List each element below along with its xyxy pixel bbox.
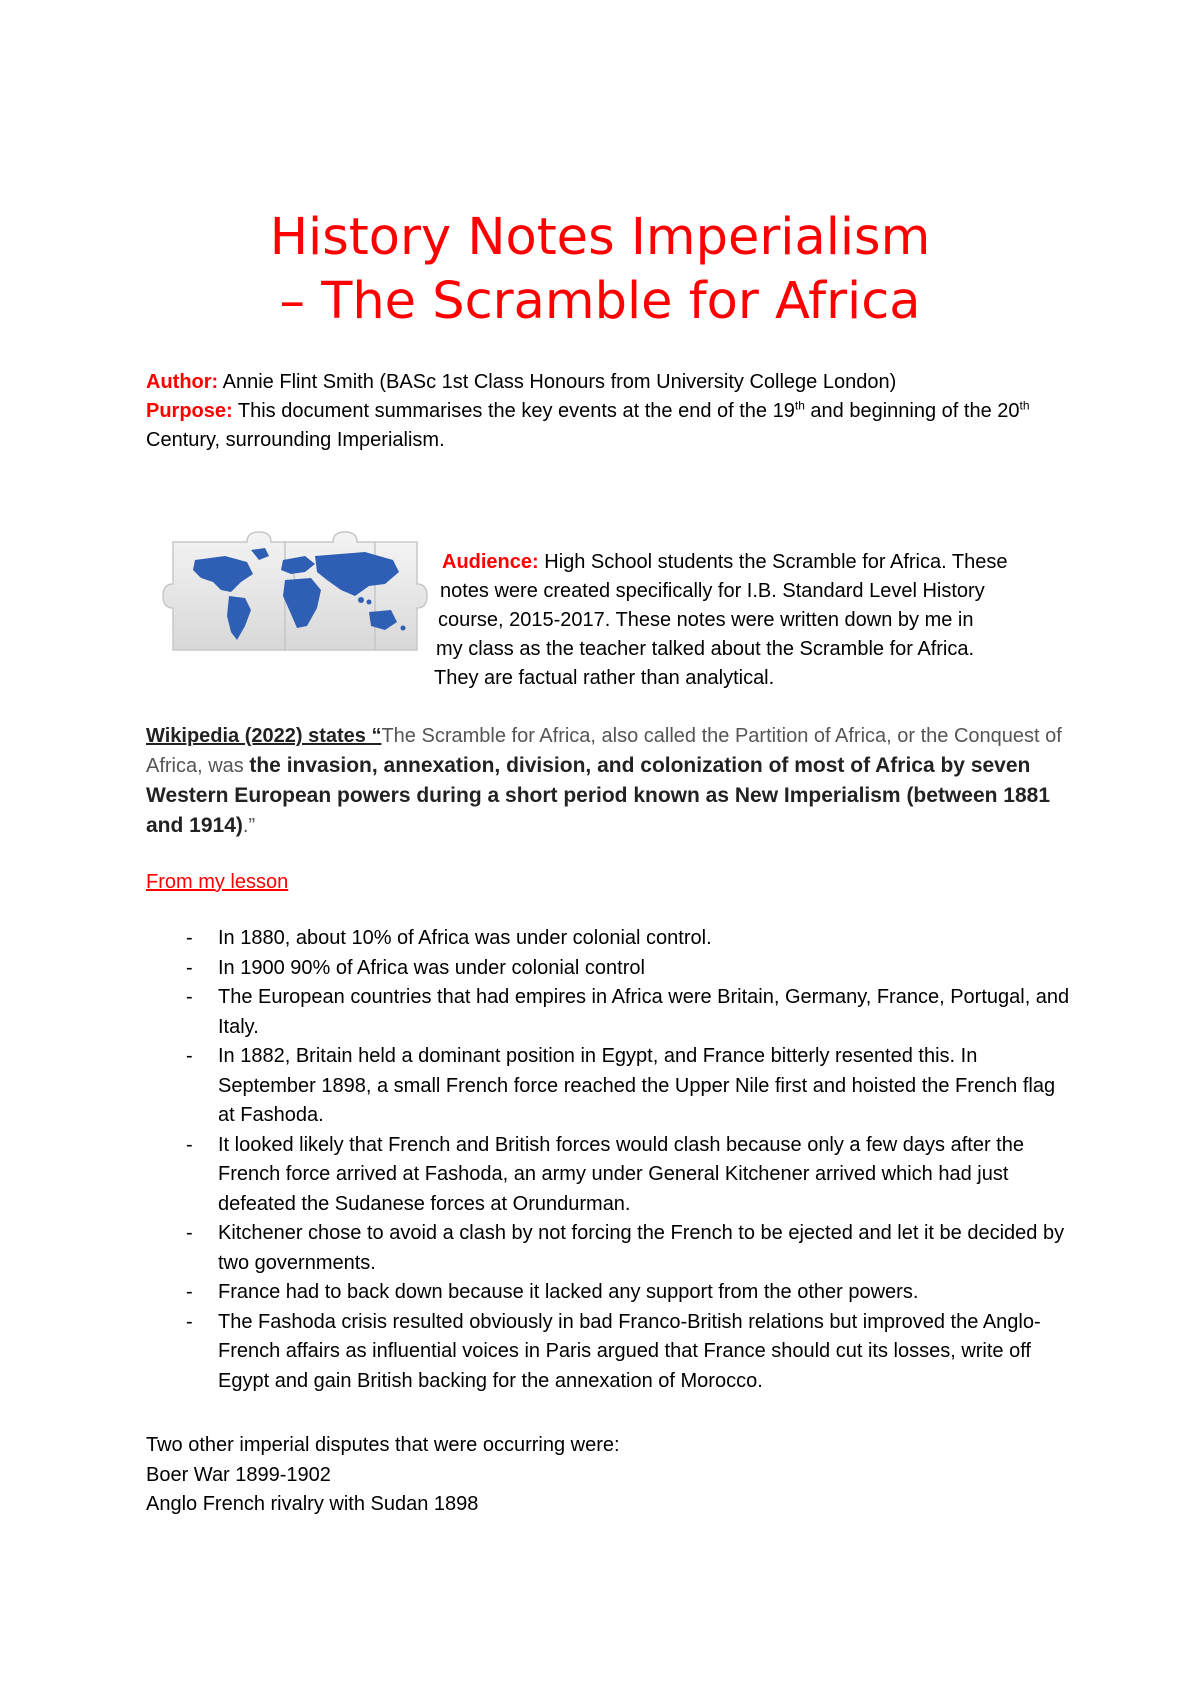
purpose-sup-b: th xyxy=(1019,398,1030,413)
purpose-text-b: and beginning of the 20 xyxy=(804,400,1020,422)
author-line xyxy=(146,368,1066,397)
world-map-puzzle-icon xyxy=(155,530,435,662)
quote-end: .” xyxy=(242,815,256,837)
list-item xyxy=(146,1278,1076,1308)
bullet-text: The Fashoda crisis resulted obviously in bad Franco-British relations but improved the Anglo-French affairs as influential voices in Paris argued that France should cut its losses, write off Egypt and gain British backing for the annexation of Morocco. xyxy=(218,1310,1041,1392)
list-item xyxy=(146,1308,1076,1397)
closing-line-2: Boer War 1899-1902 xyxy=(146,1463,331,1486)
purpose-text-a: This document summarises the key events at the end of the 19 xyxy=(232,400,795,422)
audience-line-5: They are factual rather than analytical. xyxy=(434,667,775,689)
bullet-marker: - xyxy=(186,1133,193,1156)
document-meta xyxy=(146,368,1066,455)
bullet-marker: - xyxy=(186,1281,193,1303)
bullet-marker: - xyxy=(186,1222,193,1244)
list-item xyxy=(146,983,1076,1042)
audience-line-2: notes were created specifically for I.B. Standard Level History xyxy=(440,580,985,602)
list-item xyxy=(146,1131,1076,1220)
closing-line-1: Two other imperial disputes that were occurring were: xyxy=(146,1434,620,1456)
audience-line-3: course, 2015-2017. These notes were written down by me in xyxy=(438,609,974,631)
purpose-line xyxy=(146,397,1066,455)
closing-line-3: Anglo French rivalry with Sudan 1898 xyxy=(146,1493,479,1515)
bullet-text: It looked likely that French and British forces would clash because only a few days after the French force arrived at Fashoda, an army under General Kitchener arrived which had just defeated the Sudanese forces at Orundurman. xyxy=(218,1133,1024,1215)
bullet-marker: - xyxy=(186,986,193,1008)
list-item xyxy=(146,1042,1076,1131)
purpose-text-c: Century, surrounding Imperialism. xyxy=(146,429,445,451)
bullet-marker: - xyxy=(186,1045,193,1067)
lesson-heading: From my lesson xyxy=(146,871,289,893)
purpose-label: Purpose: xyxy=(146,400,233,422)
bullet-marker: - xyxy=(186,1310,193,1333)
lesson-bullet-list xyxy=(146,924,1076,1396)
bullet-text: In 1880, about 10% of Africa was under colonial control. xyxy=(218,927,712,949)
author-label: Author: xyxy=(146,371,219,393)
quote-source: Wikipedia (2022) states “ xyxy=(146,725,382,747)
closing-paragraph xyxy=(146,1431,1076,1520)
title-line-1: History Notes Imperialism xyxy=(269,208,931,267)
wikipedia-quote xyxy=(146,722,1076,841)
title-line-2: – The Scramble for Africa xyxy=(279,272,921,331)
audience-paragraph xyxy=(434,548,1074,693)
bullet-text: The European countries that had empires in Africa were Britain, Germany, France, Portugal, and Italy. xyxy=(218,986,1070,1038)
bullet-text: In 1882, Britain held a dominant position in Egypt, and France bitterly resented this. In September 1898, a small French force reached the Upper Nile first and hoisted the French flag at Fashoda. xyxy=(218,1045,1056,1126)
quote-plain-text: The Scramble for Africa, also called the Partition of Africa, or the Conquest of Africa, was xyxy=(146,725,1062,777)
document-title xyxy=(150,206,1050,334)
list-item xyxy=(146,924,1076,954)
audience-text-1: High School students the Scramble for Africa. These xyxy=(538,551,1008,573)
audience-label: Audience: xyxy=(442,551,539,573)
author-text: Annie Flint Smith (BASc 1st Class Honours from University College London) xyxy=(218,371,897,393)
bullet-marker: - xyxy=(186,927,193,949)
bullet-marker: - xyxy=(186,956,193,979)
list-item xyxy=(146,1219,1076,1278)
bullet-text: France had to back down because it lacked any support from the other powers. xyxy=(218,1281,919,1303)
audience-line-4: my class as the teacher talked about the Scramble for Africa. xyxy=(436,638,975,660)
bullet-text: Kitchener chose to avoid a clash by not forcing the French to be ejected and let it be decided by two governments. xyxy=(218,1222,1065,1274)
quote-bold-text: the invasion, annexation, division, and colonization of most of Africa by seven Western European powers during a short period known as New Imperialism (between 1881 and 1914) xyxy=(146,754,1051,837)
audience-line-1 xyxy=(434,548,1074,577)
list-item xyxy=(146,954,1076,984)
bullet-text: In 1900 90% of Africa was under colonial control xyxy=(218,956,645,979)
purpose-sup-a: th xyxy=(794,398,805,413)
